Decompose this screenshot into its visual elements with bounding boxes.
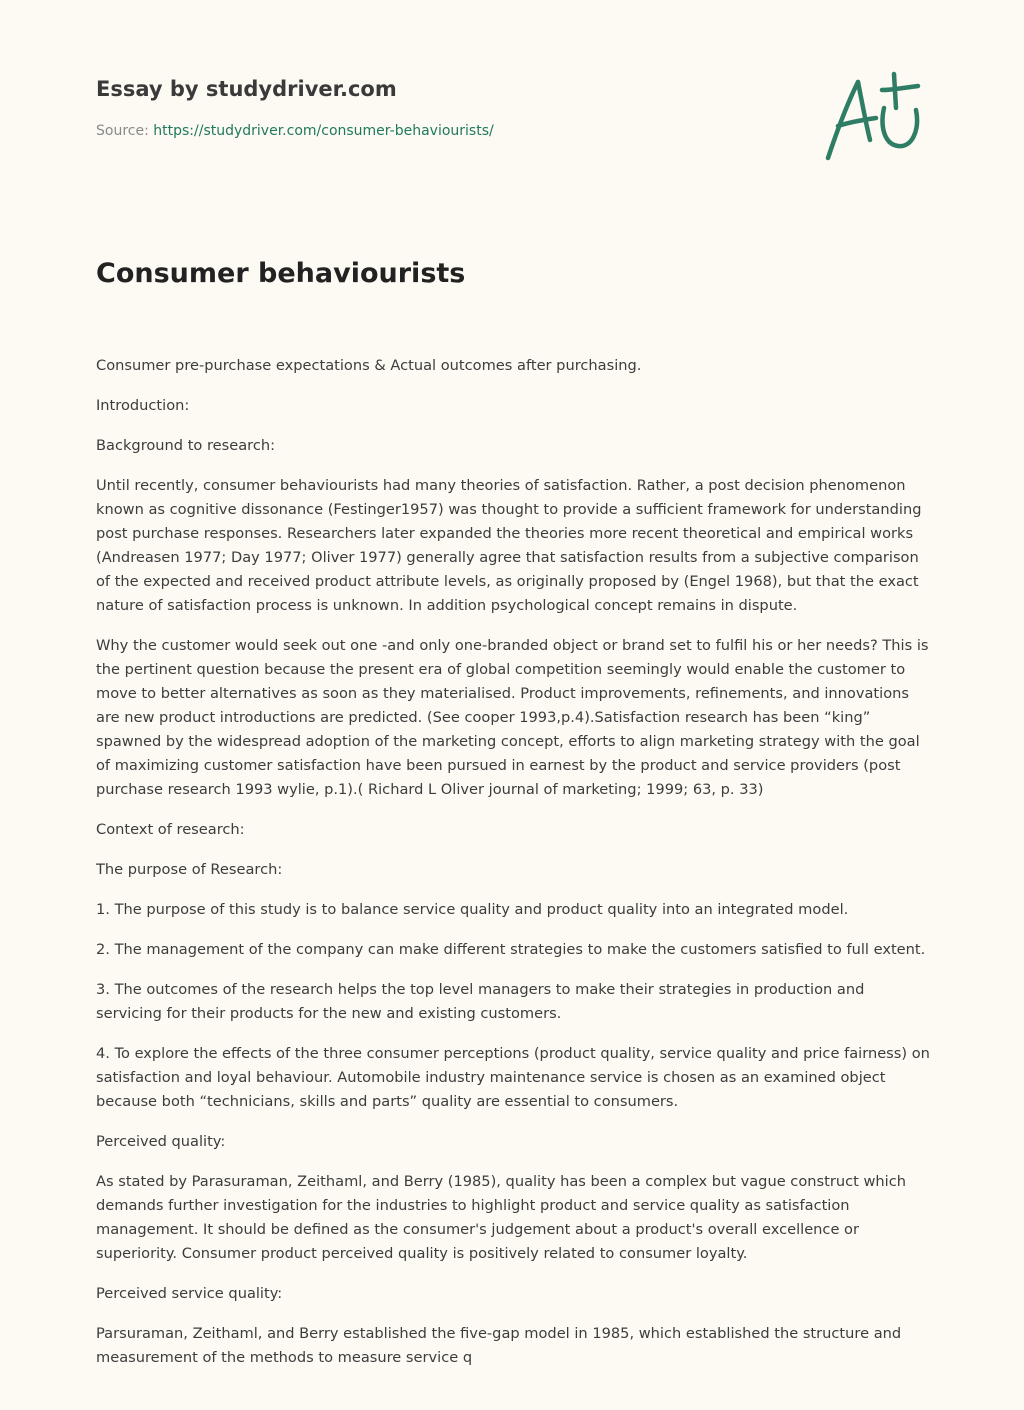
paragraph: 3. The outcomes of the research helps the top level managers to make their strategies in production and servicing for their products for the new and existing customers. [96, 981, 865, 1022]
paragraph: Perceived service quality: [96, 1285, 283, 1302]
paragraph: Context of research: [96, 821, 245, 838]
paragraph: 1. The purpose of this study is to balance service quality and product quality into an integrated model. [96, 901, 849, 918]
source-link[interactable]: https://studydriver.com/consumer-behaviourists/ [153, 123, 494, 139]
paragraph: As stated by Parasuraman, Zeithaml, and Berry (1985), quality has been a complex but vague construct which demands further investigation for the industries to highlight product and service quality as satisfaction management. It should be defined as the consumer's judgement about a product's overall excellence or superiority. Consumer product perceived quality is positively related to consumer loyalty. [96, 1173, 906, 1262]
source-label: Source: [96, 123, 149, 139]
paragraph: Background to research: [96, 437, 276, 454]
paragraph: Introduction: [96, 397, 190, 414]
a-plus-logo-icon [822, 68, 928, 164]
essay-title: Consumer behaviourists [96, 258, 466, 289]
paragraph: Consumer pre-purchase expectations & Actual outcomes after purchasing. [96, 357, 642, 374]
paragraph: Parsuraman, Zeithaml, and Berry established the five-gap model in 1985, which established the structure and measurement of the methods to measure service q [96, 1325, 902, 1366]
essay-body [96, 354, 932, 1386]
essay-header [96, 74, 796, 140]
paragraph: Until recently, consumer behaviourists had many theories of satisfaction. Rather, a post decision phenomenon known as cognitive dissonance (Festinger1957) was thought to provide a sufficient framework for understanding post purchase responses. Researchers later expanded the theories more recent theoretical and empirical works (Andreasen 1977; Day 1977; Oliver 1977) generally agree that satisfaction results from a subjective comparison of the expected and received product attribute levels, as originally proposed by (Engel 1968), but that the exact nature of satisfaction process is unknown. In addition psychological concept remains in dispute. [96, 477, 922, 614]
paragraph: Perceived quality: [96, 1133, 226, 1150]
paragraph: Why the customer would seek out one -and only one-branded object or brand set to fulfil his or her needs? This is the pertinent question because the present era of global competition seemingly would enable the customer to move to better alternatives as soon as they materialised. Product improvements, refinements, and innovations are new product introductions are predicted. (See cooper 1993,p.4).Satisfaction research has been “king” spawned by the widespread adoption of the marketing concept, efforts to align marketing strategy with the goal of maximizing customer satisfaction have been pursued in earnest by the product and service providers (post purchase research 1993 wylie, p.1).( Richard L Oliver journal of marketing; 1999; 63, p. 33) [96, 637, 929, 798]
brand-title: Essay by studydriver.com [96, 77, 397, 101]
source-line [96, 122, 796, 140]
paragraph: 4. To explore the effects of the three consumer perceptions (product quality, service quality and price fairness) on satisfaction and loyal behaviour. Automobile industry maintenance service is chosen as an examined object because both “technicians, skills and parts” quality are essential to consumers. [96, 1045, 930, 1110]
paragraph: 2. The management of the company can make different strategies to make the customers satisfied to full extent. [96, 941, 926, 958]
paragraph: The purpose of Research: [96, 861, 283, 878]
